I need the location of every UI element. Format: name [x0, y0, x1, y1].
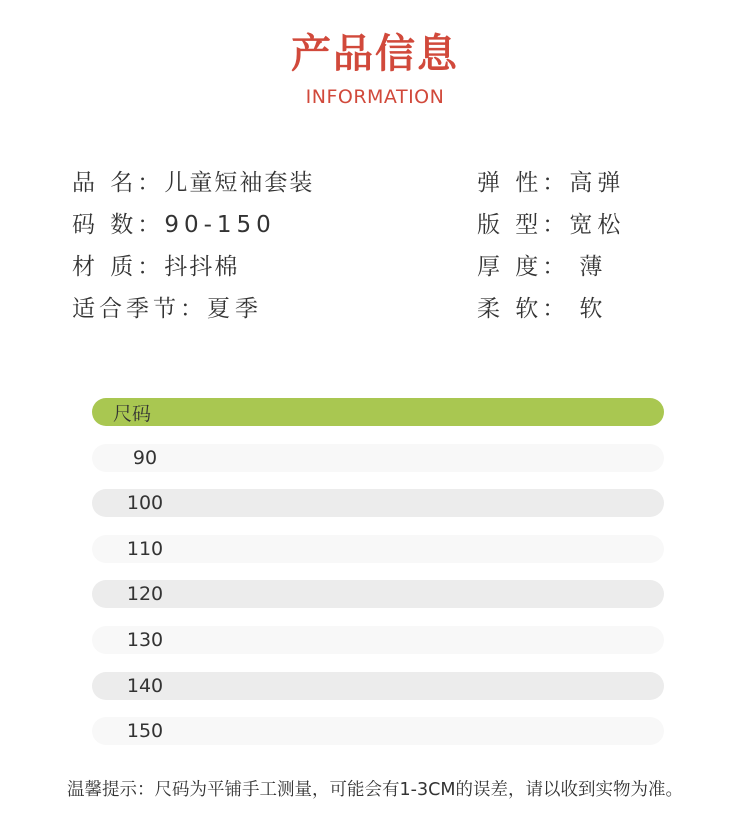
spec-name [72, 164, 314, 197]
size-cell: 150 [126, 720, 164, 743]
spec-size-range-value: 90-150 [164, 212, 276, 238]
table-row [92, 717, 664, 745]
size-cell: 140 [126, 674, 164, 697]
spec-material-value: 抖抖棉 [164, 254, 240, 280]
spec-softness [477, 290, 604, 323]
spec-fit-value: 宽松 [569, 212, 626, 238]
table-row [92, 626, 664, 654]
spec-fit-label: 版 型： [477, 212, 570, 238]
size-cell: 120 [126, 583, 164, 606]
spec-thickness [477, 248, 604, 281]
spec-softness-value: 软 [579, 296, 605, 322]
table-row [92, 535, 664, 563]
spec-elasticity [477, 164, 625, 197]
page-title: 产品信息 [291, 31, 459, 77]
table-row [92, 580, 664, 608]
table-row [92, 489, 664, 517]
spec-elasticity-label: 弹 性： [477, 170, 570, 196]
spec-softness-label: 柔 软： [477, 296, 570, 322]
size-table-header-label: 尺码 [112, 402, 151, 425]
size-table [92, 398, 664, 763]
spec-fit [477, 206, 625, 239]
spec-elasticity-value: 高弹 [569, 170, 626, 196]
spec-season-value: 夏季 [207, 296, 263, 322]
measurement-note: 温馨提示：尺码为平铺手工测量，可能会有1-3CM的误差，请以收到实物为准。 [67, 780, 683, 800]
size-cell: 100 [126, 492, 164, 515]
spec-size-range-label: 码 数： [72, 212, 165, 238]
size-cell: 130 [126, 628, 164, 651]
spec-season-label: 适合季节： [72, 296, 207, 322]
table-row [92, 444, 664, 472]
size-cell: 90 [132, 446, 158, 469]
size-table-header [92, 398, 664, 426]
spec-material [72, 248, 239, 281]
spec-name-label: 品 名： [72, 170, 165, 196]
spec-name-value: 儿童短袖套装 [164, 170, 315, 196]
size-cell: 110 [126, 537, 164, 560]
table-row [92, 672, 664, 700]
spec-material-label: 材 质： [72, 254, 165, 280]
spec-season [72, 290, 263, 323]
page-subtitle: INFORMATION [305, 86, 445, 108]
spec-size-range [72, 206, 276, 239]
spec-thickness-label: 厚 度： [477, 254, 570, 280]
spec-thickness-value: 薄 [579, 254, 605, 280]
